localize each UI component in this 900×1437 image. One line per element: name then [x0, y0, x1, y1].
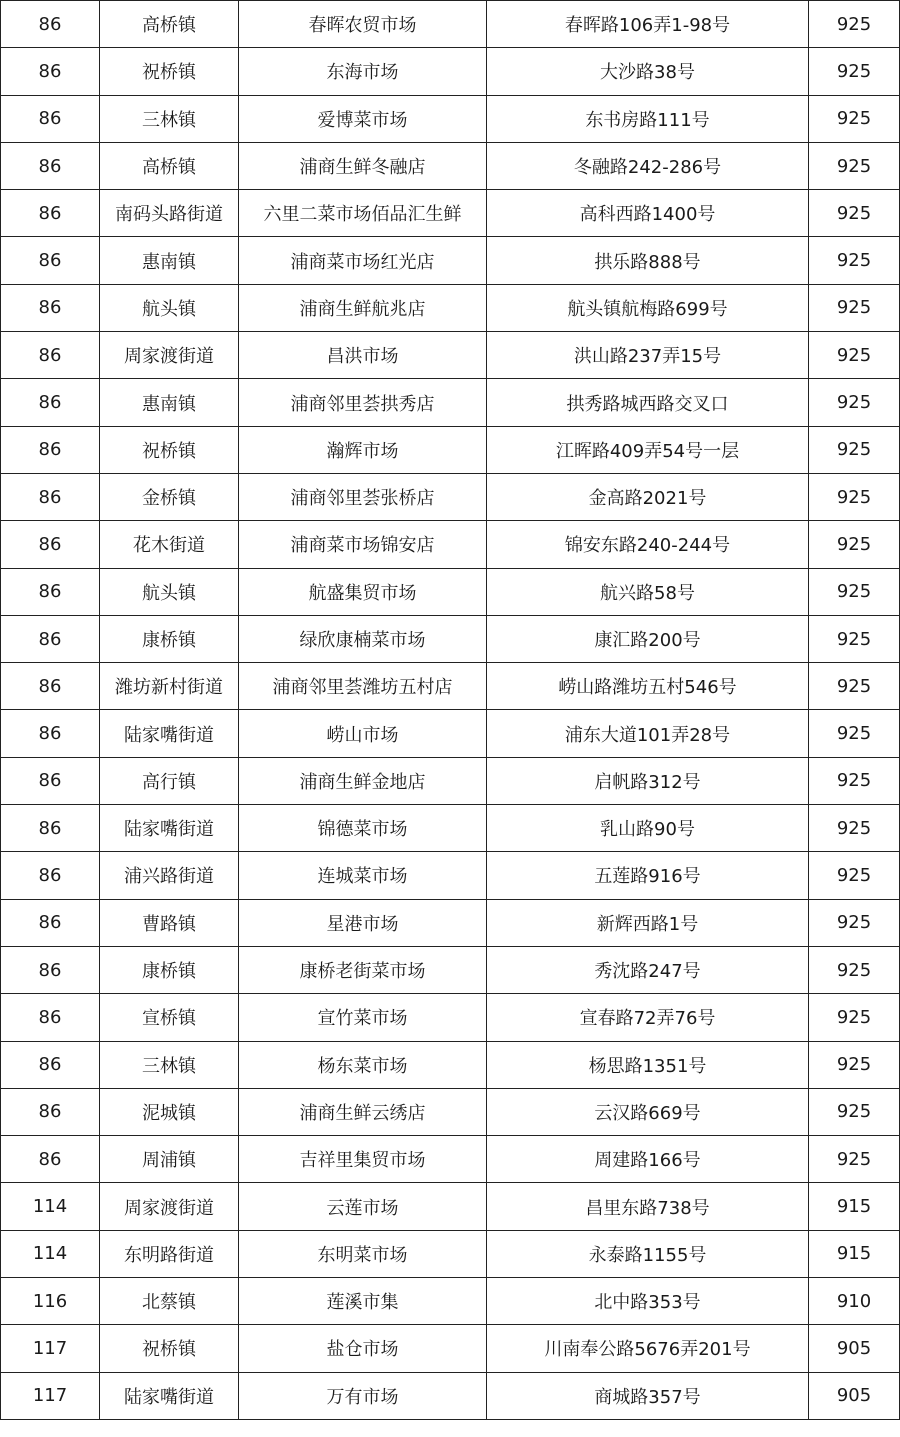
- score-cell: 925: [809, 332, 900, 379]
- rank-cell: 86: [1, 426, 100, 473]
- table-row: [1, 852, 900, 899]
- score-cell: 925: [809, 48, 900, 95]
- market-name-cell: 莲溪市集: [239, 1278, 487, 1325]
- street-cell: 康桥镇: [100, 946, 239, 993]
- market-name-cell: 锦德菜市场: [239, 805, 487, 852]
- address-cell: 大沙路38号: [487, 48, 809, 95]
- score-cell: 925: [809, 1136, 900, 1183]
- address-cell: 拱秀路城西路交叉口: [487, 379, 809, 426]
- market-name-cell: 崂山市场: [239, 710, 487, 757]
- market-name-cell: 连城菜市场: [239, 852, 487, 899]
- score-cell: 925: [809, 142, 900, 189]
- score-cell: 925: [809, 1041, 900, 1088]
- rank-cell: 86: [1, 1136, 100, 1183]
- street-cell: 曹路镇: [100, 899, 239, 946]
- address-cell: 云汉路669号: [487, 1088, 809, 1135]
- market-name-cell: 昌洪市场: [239, 332, 487, 379]
- street-cell: 惠南镇: [100, 379, 239, 426]
- market-name-cell: 春晖农贸市场: [239, 1, 487, 48]
- rank-cell: 86: [1, 1041, 100, 1088]
- rank-cell: 86: [1, 521, 100, 568]
- address-cell: 秀沈路247号: [487, 946, 809, 993]
- market-name-cell: 爱博菜市场: [239, 95, 487, 142]
- street-cell: 陆家嘴街道: [100, 1372, 239, 1419]
- score-cell: 905: [809, 1325, 900, 1372]
- rank-cell: 86: [1, 757, 100, 804]
- market-name-cell: 杨东菜市场: [239, 1041, 487, 1088]
- street-cell: 三林镇: [100, 1041, 239, 1088]
- score-cell: 915: [809, 1183, 900, 1230]
- market-name-cell: 浦商菜市场锦安店: [239, 521, 487, 568]
- address-cell: 航头镇航梅路699号: [487, 284, 809, 331]
- table-row: [1, 994, 900, 1041]
- address-cell: 金高路2021号: [487, 473, 809, 520]
- score-cell: 925: [809, 615, 900, 662]
- rank-cell: 86: [1, 615, 100, 662]
- table-row: [1, 1230, 900, 1277]
- table-row: [1, 1372, 900, 1419]
- table-row: [1, 946, 900, 993]
- table-row: [1, 521, 900, 568]
- score-cell: 925: [809, 568, 900, 615]
- score-cell: 925: [809, 757, 900, 804]
- score-cell: 925: [809, 663, 900, 710]
- rank-cell: 86: [1, 994, 100, 1041]
- street-cell: 南码头路街道: [100, 190, 239, 237]
- score-cell: 925: [809, 473, 900, 520]
- address-cell: 江晖路409弄54号一层: [487, 426, 809, 473]
- market-name-cell: 星港市场: [239, 899, 487, 946]
- address-cell: 崂山路潍坊五村546号: [487, 663, 809, 710]
- rank-cell: 116: [1, 1278, 100, 1325]
- score-cell: 925: [809, 284, 900, 331]
- street-cell: 花木街道: [100, 521, 239, 568]
- street-cell: 东明路街道: [100, 1230, 239, 1277]
- table-row: [1, 95, 900, 142]
- market-name-cell: 航盛集贸市场: [239, 568, 487, 615]
- street-cell: 金桥镇: [100, 473, 239, 520]
- score-cell: 925: [809, 237, 900, 284]
- street-cell: 周浦镇: [100, 1136, 239, 1183]
- table-row: [1, 379, 900, 426]
- table-row: [1, 805, 900, 852]
- rank-cell: 86: [1, 284, 100, 331]
- address-cell: 宣春路72弄76号: [487, 994, 809, 1041]
- rank-cell: 86: [1, 568, 100, 615]
- table-row: [1, 332, 900, 379]
- market-name-cell: 盐仓市场: [239, 1325, 487, 1372]
- rank-cell: 86: [1, 142, 100, 189]
- score-cell: 925: [809, 1088, 900, 1135]
- market-name-cell: 绿欣康楠菜市场: [239, 615, 487, 662]
- score-cell: 905: [809, 1372, 900, 1419]
- score-cell: 925: [809, 379, 900, 426]
- table-row: [1, 48, 900, 95]
- rank-cell: 86: [1, 473, 100, 520]
- market-name-cell: 瀚辉市场: [239, 426, 487, 473]
- rank-cell: 117: [1, 1372, 100, 1419]
- score-cell: 925: [809, 1, 900, 48]
- address-cell: 周建路166号: [487, 1136, 809, 1183]
- table-row: [1, 237, 900, 284]
- table-body: [1, 1, 900, 1420]
- score-cell: 915: [809, 1230, 900, 1277]
- address-cell: 航兴路58号: [487, 568, 809, 615]
- rank-cell: 86: [1, 237, 100, 284]
- rank-cell: 86: [1, 710, 100, 757]
- rank-cell: 86: [1, 95, 100, 142]
- rank-cell: 114: [1, 1230, 100, 1277]
- street-cell: 宣桥镇: [100, 994, 239, 1041]
- rank-cell: 86: [1, 190, 100, 237]
- street-cell: 高行镇: [100, 757, 239, 804]
- rank-cell: 86: [1, 663, 100, 710]
- address-cell: 五莲路916号: [487, 852, 809, 899]
- address-cell: 商城路357号: [487, 1372, 809, 1419]
- table-row: [1, 1183, 900, 1230]
- street-cell: 祝桥镇: [100, 48, 239, 95]
- street-cell: 高桥镇: [100, 1, 239, 48]
- address-cell: 东书房路111号: [487, 95, 809, 142]
- rank-cell: 86: [1, 805, 100, 852]
- address-cell: 锦安东路240-244号: [487, 521, 809, 568]
- market-name-cell: 浦商邻里荟拱秀店: [239, 379, 487, 426]
- street-cell: 周家渡街道: [100, 332, 239, 379]
- street-cell: 三林镇: [100, 95, 239, 142]
- address-cell: 康汇路200号: [487, 615, 809, 662]
- rank-cell: 86: [1, 1, 100, 48]
- street-cell: 陆家嘴街道: [100, 805, 239, 852]
- score-cell: 925: [809, 852, 900, 899]
- score-cell: 925: [809, 946, 900, 993]
- table-row: [1, 1041, 900, 1088]
- score-cell: 925: [809, 190, 900, 237]
- table-row: [1, 710, 900, 757]
- rank-cell: 86: [1, 332, 100, 379]
- address-cell: 乳山路90号: [487, 805, 809, 852]
- street-cell: 祝桥镇: [100, 426, 239, 473]
- table-row: [1, 1136, 900, 1183]
- score-cell: 925: [809, 805, 900, 852]
- address-cell: 春晖路106弄1-98号: [487, 1, 809, 48]
- market-name-cell: 云莲市场: [239, 1183, 487, 1230]
- score-cell: 910: [809, 1278, 900, 1325]
- table-row: [1, 1088, 900, 1135]
- market-name-cell: 康桥老街菜市场: [239, 946, 487, 993]
- rank-cell: 86: [1, 379, 100, 426]
- street-cell: 泥城镇: [100, 1088, 239, 1135]
- table-row: [1, 757, 900, 804]
- rank-cell: 117: [1, 1325, 100, 1372]
- address-cell: 新辉西路1号: [487, 899, 809, 946]
- address-cell: 杨思路1351号: [487, 1041, 809, 1088]
- market-name-cell: 浦商邻里荟张桥店: [239, 473, 487, 520]
- street-cell: 航头镇: [100, 568, 239, 615]
- address-cell: 川南奉公路5676弄201号: [487, 1325, 809, 1372]
- score-cell: 925: [809, 95, 900, 142]
- table-row: [1, 473, 900, 520]
- market-name-cell: 浦商生鲜云绣店: [239, 1088, 487, 1135]
- street-cell: 祝桥镇: [100, 1325, 239, 1372]
- market-name-cell: 浦商菜市场红光店: [239, 237, 487, 284]
- address-cell: 昌里东路738号: [487, 1183, 809, 1230]
- market-name-cell: 万有市场: [239, 1372, 487, 1419]
- address-cell: 拱乐路888号: [487, 237, 809, 284]
- address-cell: 高科西路1400号: [487, 190, 809, 237]
- table-row: [1, 190, 900, 237]
- table-row: [1, 1278, 900, 1325]
- street-cell: 北蔡镇: [100, 1278, 239, 1325]
- street-cell: 惠南镇: [100, 237, 239, 284]
- table-row: [1, 1325, 900, 1372]
- rank-cell: 114: [1, 1183, 100, 1230]
- street-cell: 周家渡街道: [100, 1183, 239, 1230]
- table-row: [1, 663, 900, 710]
- market-name-cell: 浦商生鲜金地店: [239, 757, 487, 804]
- rank-cell: 86: [1, 48, 100, 95]
- table-row: [1, 1, 900, 48]
- address-cell: 北中路353号: [487, 1278, 809, 1325]
- market-name-cell: 浦商生鲜冬融店: [239, 142, 487, 189]
- market-name-cell: 吉祥里集贸市场: [239, 1136, 487, 1183]
- score-cell: 925: [809, 710, 900, 757]
- market-name-cell: 六里二菜市场佰品汇生鲜: [239, 190, 487, 237]
- market-name-cell: 浦商邻里荟潍坊五村店: [239, 663, 487, 710]
- market-name-cell: 宣竹菜市场: [239, 994, 487, 1041]
- street-cell: 康桥镇: [100, 615, 239, 662]
- score-cell: 925: [809, 426, 900, 473]
- table-row: [1, 142, 900, 189]
- street-cell: 高桥镇: [100, 142, 239, 189]
- street-cell: 浦兴路街道: [100, 852, 239, 899]
- market-name-cell: 东明菜市场: [239, 1230, 487, 1277]
- table-row: [1, 615, 900, 662]
- rank-cell: 86: [1, 1088, 100, 1135]
- address-cell: 冬融路242-286号: [487, 142, 809, 189]
- score-cell: 925: [809, 994, 900, 1041]
- rank-cell: 86: [1, 852, 100, 899]
- table-row: [1, 899, 900, 946]
- address-cell: 浦东大道101弄28号: [487, 710, 809, 757]
- table-row: [1, 568, 900, 615]
- address-cell: 启帆路312号: [487, 757, 809, 804]
- address-cell: 永泰路1155号: [487, 1230, 809, 1277]
- score-cell: 925: [809, 521, 900, 568]
- market-name-cell: 浦商生鲜航兆店: [239, 284, 487, 331]
- table-row: [1, 426, 900, 473]
- street-cell: 陆家嘴街道: [100, 710, 239, 757]
- address-cell: 洪山路237弄15号: [487, 332, 809, 379]
- score-cell: 925: [809, 899, 900, 946]
- market-name-cell: 东海市场: [239, 48, 487, 95]
- street-cell: 航头镇: [100, 284, 239, 331]
- street-cell: 潍坊新村街道: [100, 663, 239, 710]
- table-row: [1, 284, 900, 331]
- rank-cell: 86: [1, 899, 100, 946]
- rank-cell: 86: [1, 946, 100, 993]
